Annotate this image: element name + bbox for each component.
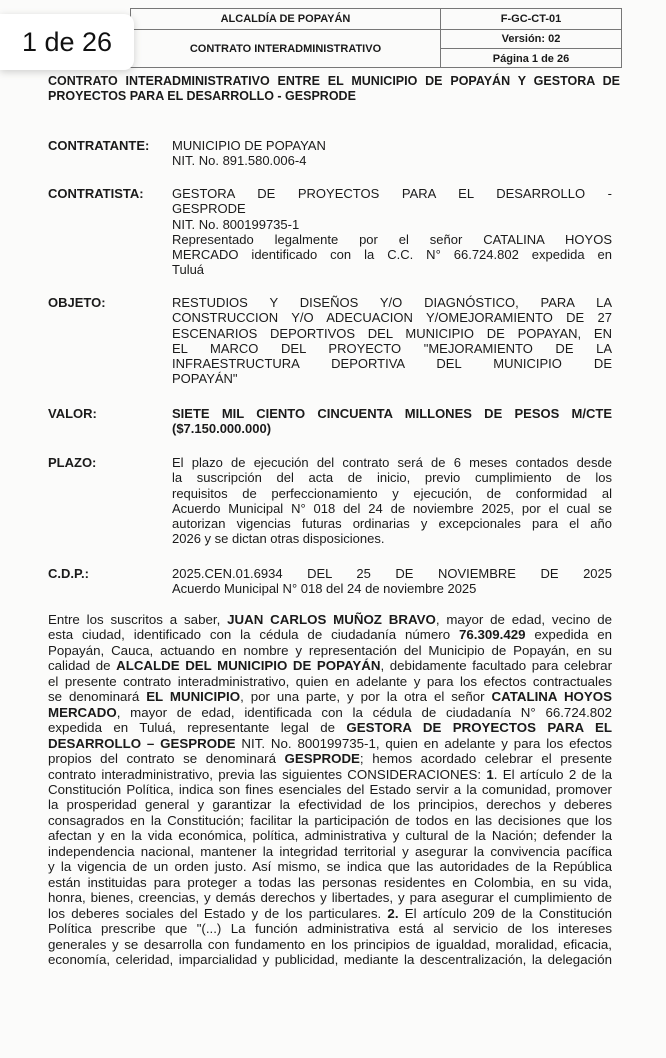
text-line (172, 247, 612, 262)
text-segment: PROYECTOS PARA EL DESARROLLO - GESPRODE (48, 89, 356, 103)
text-segment: Acuerdo Municipal N° 018 del 24 de noviembre 2025 (172, 581, 477, 597)
text-line (48, 658, 612, 673)
text-line (48, 627, 612, 642)
text-segment: NIT. No. 800199735-1, quien en adelante y para los efectos (235, 735, 612, 751)
header-code: F-GC-CT-01 (441, 9, 621, 30)
text-line (172, 406, 612, 421)
bold-text: CATALINA HOYOS (491, 689, 612, 705)
text-line (172, 581, 612, 596)
bold-text: 2. (387, 905, 399, 921)
text-segment: la suscripción del acta de inicio, previo cumplimiento de los (172, 470, 612, 486)
bold-text: ($7.150.000.000) (172, 421, 272, 437)
contract-title (48, 74, 620, 104)
text-segment: ESCENARIOS DEPORTIVOS DEL MUNICIPIO DE POPAYAN, EN (172, 325, 612, 341)
text-line (172, 217, 612, 232)
text-line (172, 531, 612, 546)
bold-text: 1 (486, 766, 494, 782)
text-line (172, 262, 612, 277)
text-line (48, 797, 612, 812)
text-segment: 2026 y se dictan otras disposiciones. (172, 531, 385, 547)
text-line (48, 89, 620, 104)
text-line (172, 455, 612, 470)
text-segment: EL MARCO DEL PROYECTO "MEJORAMIENTO DE LA (172, 340, 612, 356)
text-segment: Popayán, Cauca, actuando en nombre y representación del Municipio de Popayán, en su (48, 642, 612, 658)
bold-text: SIETE MIL CIENTO CINCUENTA MILLONES DE PESOS M/CTE (172, 406, 612, 421)
text-line (172, 138, 612, 153)
page-counter-badge: 1 de 26 (0, 14, 134, 70)
text-segment: los deberes sociales del Estado y de los particulares. (48, 905, 388, 921)
text-segment: , debidamente facultado para celebrar (380, 658, 612, 674)
text-line (48, 643, 612, 658)
text-line (172, 153, 612, 168)
text-segment: la prosperidad general y garantizar la efectividad de los principios, derechos y deberes (48, 797, 612, 813)
text-segment: CONSTRUCCION Y/O ADECUACION Y/OMEJORAMIENTO DE 27 (172, 310, 612, 326)
text-line (48, 674, 612, 689)
text-segment: MUNICIPIO DE POPAYAN (172, 138, 326, 153)
text-segment: consagrados en la Constitución; facilitar la participación de todos en las decisiones que los (48, 812, 612, 828)
bold-text: GESTORA DE PROYECTOS PARA EL (346, 720, 613, 736)
text-line (172, 295, 612, 310)
header-org: ALCALDÍA DE POPAYÁN (131, 9, 441, 30)
section-label: OBJETO: (48, 295, 106, 310)
text-segment: . El artículo 2 de la (493, 766, 612, 782)
text-line (172, 310, 612, 325)
text-line (48, 921, 612, 936)
text-segment: Tuluá (172, 262, 205, 278)
text-segment: Acuerdo Municipal N° 018 del 24 de noviembre 2025, por el cual se (172, 500, 612, 516)
text-line (48, 906, 612, 921)
text-segment: RESTUDIOS Y DISEÑOS Y/O DIAGNÓSTICO, PARA LA (172, 295, 612, 310)
text-line (48, 890, 612, 905)
text-segment: contrato interadministrativo, previa las siguientes CONSIDERACIONES: (48, 766, 487, 782)
bold-text: 76.309.429 (458, 627, 526, 643)
section-label: CONTRATANTE: (48, 138, 150, 153)
contract-body-text (48, 612, 612, 967)
text-segment: se denominará (48, 689, 147, 705)
text-segment: Representado legalmente por el señor CATALINA HOYOS (172, 231, 612, 247)
text-segment: GESTORA DE PROYECTOS PARA EL DESARROLLO - (172, 186, 612, 201)
section-label: CONTRATISTA: (48, 186, 144, 201)
text-line (172, 486, 612, 501)
header-doc-type: CONTRATO INTERADMINISTRATIVO (131, 30, 441, 68)
text-line (172, 186, 612, 201)
text-line (172, 341, 612, 356)
bold-text: DESARROLLO – GESPRODE (48, 735, 236, 751)
bold-text: EL MUNICIPIO (146, 689, 241, 705)
section-value (172, 186, 612, 278)
text-line (48, 751, 612, 766)
section-value (172, 295, 612, 387)
text-segment: requisitos de perfeccionamiento y ejecución, de conformidad al (172, 485, 612, 501)
text-line (48, 767, 612, 782)
bold-text: GESPRODE (284, 751, 360, 767)
text-segment: están instituidas para proteger a todas las personas residentes en Colombia, en su vida, (48, 874, 612, 890)
text-line (172, 201, 612, 216)
text-segment: INFRAESTRUCTURA DEPORTIVA DEL MUNICIPIO DE (172, 356, 612, 372)
section-value (172, 406, 612, 437)
text-line (48, 705, 612, 720)
text-line (172, 470, 612, 485)
text-line (172, 566, 612, 581)
section-value (172, 566, 612, 597)
text-line (48, 736, 612, 751)
text-line (48, 859, 612, 874)
text-segment: ; hemos acordado celebrar el presente (359, 751, 612, 767)
text-segment: , mayor de edad, identificada con la cédula de ciudadanía N° 66.724.802 (116, 704, 612, 720)
text-segment: afectan y en la vida económica, política, administrativa y cultural de la Nación; defender la (48, 828, 612, 844)
text-line (48, 813, 612, 828)
text-segment: el presente contrato interadministrativo, quien en adelante y para los efectos contractuales (48, 673, 612, 689)
text-line (48, 937, 612, 952)
text-segment: MERCADO identificado con la C.C. N° 66.724.802 expedida en (172, 247, 612, 263)
text-segment: calidad de (48, 658, 117, 674)
header-version: Versión: 02 (441, 30, 621, 49)
text-line (48, 612, 612, 627)
text-line (172, 232, 612, 247)
text-segment: El plazo de ejecución del contrato será de 6 meses contados desde (172, 455, 612, 470)
section-value (172, 455, 612, 547)
text-segment: CONTRATO INTERADMINISTRATIVO ENTRE EL MUNICIPIO DE POPAYÁN Y GESTORA DE (48, 74, 620, 88)
text-segment: Constitución Política, indica son fines esenciales del Estado servir a la comunidad, promover (48, 781, 612, 797)
text-line (172, 501, 612, 516)
text-segment: 2025.CEN.01.6934 DEL 25 DE NOVIEMBRE DE 2025 (172, 566, 612, 581)
text-segment: , por una parte, y por la otra el señor (240, 689, 492, 705)
section-label: VALOR: (48, 406, 97, 421)
text-line (48, 782, 612, 797)
text-line (48, 720, 612, 735)
bold-text: MERCADO (48, 704, 117, 720)
text-line (172, 371, 612, 386)
text-segment: expedida en (525, 627, 613, 643)
text-line (48, 74, 620, 89)
text-line (172, 516, 612, 531)
text-segment: GESPRODE (172, 201, 246, 217)
text-segment: NIT. No. 891.580.006-4 (172, 153, 307, 169)
text-line (172, 326, 612, 341)
text-segment: expedida en Tuluá, representante legal de (48, 720, 347, 736)
text-line (48, 689, 612, 704)
text-segment: Política prescribe que "(...) La función administrativa está al servicio de los intereses (48, 921, 612, 937)
text-segment: honra, bienes, creencias, y demás derechos y libertades, y para asegurar el cumplimiento de (48, 890, 612, 906)
section-label: C.D.P.: (48, 566, 89, 581)
text-segment: , mayor de edad, vecino de (435, 612, 612, 627)
text-line (172, 356, 612, 371)
text-line (172, 421, 612, 436)
bold-text: ALCALDE DEL MUNICIPIO DE POPAYÁN (116, 658, 381, 674)
text-segment: Entre los suscritos a saber, (48, 612, 228, 627)
section-label: PLAZO: (48, 455, 97, 470)
header-page: Página 1 de 26 (492, 52, 570, 65)
section-value (172, 138, 612, 169)
text-line (48, 828, 612, 843)
text-segment: El artículo 209 de la Constitución (398, 905, 612, 921)
text-segment: esta ciudad, identificado con la cédula de ciudadanía número (48, 627, 459, 643)
text-segment: NIT. No. 800199735-1 (172, 216, 300, 232)
text-segment: economía, celeridad, imparcialidad y publicidad, mediante la descentralización, la delegación (48, 951, 612, 967)
bold-text: JUAN CARLOS MUÑOZ BRAVO (227, 612, 436, 627)
text-segment: independencia nacional, mantener la integridad territorial y asegurar la convivencia pacífica (48, 843, 612, 859)
text-segment: propios del contrato se denominará (48, 751, 285, 767)
text-segment: POPAYÁN" (172, 371, 238, 387)
text-segment: generales y se desarrolla con fundamento en los principios de igualdad, moralidad, eficacia, (48, 936, 612, 952)
text-line (48, 952, 612, 967)
document-header-table (130, 8, 622, 68)
text-line (48, 875, 612, 890)
text-segment: autorizan vigencias futuras ordinarias y excepcionales para el año (172, 516, 612, 532)
text-line (48, 844, 612, 859)
text-segment: y la vigencia de un orden justo. Así mismo, se indica que las autoridades de la República (48, 859, 612, 875)
